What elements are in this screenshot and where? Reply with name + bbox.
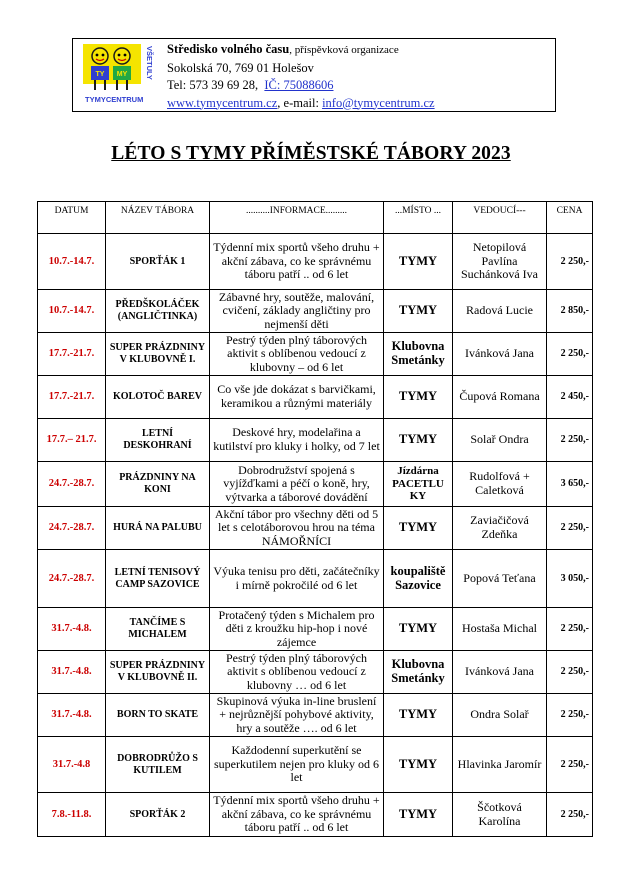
camp-info: Co vše jde dokázat s barvičkami, keramikou a různými materiály	[210, 376, 384, 419]
table-row	[38, 234, 593, 290]
table-row	[38, 608, 593, 651]
camp-price: 2 450,-	[547, 376, 593, 419]
web-link[interactable]: www.tymycentrum.cz	[167, 95, 278, 110]
camp-leader: Solař Ondra	[453, 419, 547, 462]
camp-date: 31.7.-4.8.	[38, 608, 106, 651]
header-leader: VEDOUCÍ---	[453, 202, 547, 234]
svg-text:TY: TY	[95, 71, 105, 78]
header-info: ..........INFORMACE.........	[210, 202, 384, 234]
camp-date: 24.7.-28.7.	[38, 550, 106, 608]
camp-place: Klubovna Smetánky	[384, 333, 453, 376]
camp-date: 10.7.-14.7.	[38, 234, 106, 290]
page-title: LÉTO S TYMY PŘÍMĚSTSKÉ TÁBORY 2023	[111, 143, 511, 164]
camp-place: TYMY	[384, 694, 453, 737]
camp-price: 2 250,-	[547, 608, 593, 651]
camp-place: TYMY	[384, 793, 453, 837]
camp-name: BORN TO SKATE	[106, 694, 210, 737]
camp-info: Pestrý týden plný táborových aktivit s oblíbenou vedoucí z klubovny – od 6 let	[210, 333, 384, 376]
header-box	[72, 38, 556, 112]
table-row	[38, 290, 593, 333]
camp-price: 2 850,-	[547, 290, 593, 333]
camp-info: Týdenní mix sportů všeho druhu + akční zábava, co ke správnému táboru patří .. od 6 let	[210, 793, 384, 837]
svg-text:TYMYCENTRUM: TYMYCENTRUM	[85, 95, 144, 104]
camp-place: TYMY	[384, 376, 453, 419]
camp-info: Akční tábor pro všechny děti od 5 let s celotáborovou hrou na téma NÁMOŘNÍCI	[210, 507, 384, 550]
camp-info: Protačený týden s Michalem pro děti z kroužku hip-hop i nové zájemce	[210, 608, 384, 651]
camp-date: 24.7.-28.7.	[38, 462, 106, 507]
camp-place: TYMY	[384, 234, 453, 290]
camp-info: Deskové hry, modelařina a kutilství pro kluky i holky, od 7 let	[210, 419, 384, 462]
camp-info: Zábavné hry, soutěže, malování, cvičení, základy angličtiny pro nejmenší děti	[210, 290, 384, 333]
camp-leader: Popová Teťana	[453, 550, 547, 608]
table-row	[38, 550, 593, 608]
camp-name: SPORŤÁK 2	[106, 793, 210, 837]
svg-text:MY: MY	[116, 71, 128, 78]
camp-leader: Hlavinka Jaromír	[453, 737, 547, 793]
header-place: ...MÍSTO ...	[384, 202, 453, 234]
email-label: , e-mail:	[277, 95, 319, 110]
camp-price: 2 250,-	[547, 507, 593, 550]
header-price: CENA	[547, 202, 593, 234]
table-row	[38, 651, 593, 694]
camp-name: PŘEDŠKOLÁČEK (ANGLIČTINKA)	[106, 290, 210, 333]
camp-info: Dobrodružství spojená s vyjížďkami a péčí o koně, hry, výtvarka a táborové dovádění	[210, 462, 384, 507]
table-header-row	[38, 202, 593, 234]
camp-date: 31.7.-4.8	[38, 737, 106, 793]
camp-name: DOBRODRŮŽO S KUTILEM	[106, 737, 210, 793]
camp-price: 2 250,-	[547, 737, 593, 793]
camp-price: 2 250,-	[547, 793, 593, 837]
camp-date: 10.7.-14.7.	[38, 290, 106, 333]
header-camp-name: NÁZEV TÁBORA	[106, 202, 210, 234]
camp-leader: Ščotková Karolína	[453, 793, 547, 837]
camp-date: 17.7.-21.7.	[38, 333, 106, 376]
table-row	[38, 462, 593, 507]
table-row	[38, 376, 593, 419]
table-row	[38, 793, 593, 837]
table-row	[38, 333, 593, 376]
tymycentrum-logo	[81, 42, 153, 108]
camp-leader: Radová Lucie	[453, 290, 547, 333]
camp-price: 3 650,-	[547, 462, 593, 507]
camp-name: KOLOTOČ BAREV	[106, 376, 210, 419]
camp-date: 31.7.-4.8.	[38, 694, 106, 737]
table-row	[38, 737, 593, 793]
camp-name: PRÁZDNINY NA KONI	[106, 462, 210, 507]
camp-date: 31.7.-4.8.	[38, 651, 106, 694]
camp-price: 3 050,-	[547, 550, 593, 608]
camp-name: LETNÍ DESKOHRANÍ	[106, 419, 210, 462]
camp-leader: Čupová Romana	[453, 376, 547, 419]
camp-name: TANČÍME S MICHALEM	[106, 608, 210, 651]
camp-place: koupaliště Sazovice	[384, 550, 453, 608]
camp-place: Jízdárna PACETLU KY	[384, 462, 453, 507]
camp-place: TYMY	[384, 608, 453, 651]
org-address: Sokolská 70, 769 01 Holešov	[167, 60, 314, 75]
org-type: , příspěvková organizace	[289, 44, 399, 56]
header-date: DATUM	[38, 202, 106, 234]
org-name: Středisko volného času	[167, 42, 290, 56]
camp-date: 17.7.-21.7.	[38, 376, 106, 419]
camp-place: TYMY	[384, 737, 453, 793]
camp-date: 7.8.-11.8.	[38, 793, 106, 837]
camp-place: TYMY	[384, 507, 453, 550]
camp-leader: Zaviačičová Zdeňka	[453, 507, 547, 550]
camp-price: 2 250,-	[547, 234, 593, 290]
camp-place: Klubovna Smetánky	[384, 651, 453, 694]
camp-name: LETNÍ TENISOVÝ CAMP SAZOVICE	[106, 550, 210, 608]
camp-info: Skupinová výuka in-line bruslení + nejrůznější pohybové aktivity, hry a soutěže …. od 6 let	[210, 694, 384, 737]
camp-place: TYMY	[384, 419, 453, 462]
svg-text:VŠETULY: VŠETULY	[145, 46, 154, 80]
camp-leader: Hostaša Michal	[453, 608, 547, 651]
table-row	[38, 507, 593, 550]
org-phone: Tel: 573 39 69 28,	[167, 78, 259, 92]
camp-price: 2 250,-	[547, 651, 593, 694]
table-row	[38, 419, 593, 462]
camp-date: 24.7.-28.7.	[38, 507, 106, 550]
camp-leader: Ivánková Jana	[453, 333, 547, 376]
camp-leader: Rudolfová + Caletková	[453, 462, 547, 507]
table-row	[38, 694, 593, 737]
organization-info	[167, 41, 435, 112]
camp-info: Výuka tenisu pro děti, začátečníky i mírně pokročilé od 6 let	[210, 550, 384, 608]
camp-info: Týdenní mix sportů všeho druhu + akční zábava, co ke správnému táboru patří .. od 6 let	[210, 234, 384, 290]
camp-info: Každodenní superkutění se superkutilem nejen pro kluky od 6 let	[210, 737, 384, 793]
camp-price: 2 250,-	[547, 694, 593, 737]
camp-name: SPORŤÁK 1	[106, 234, 210, 290]
ico-link[interactable]: IČ: 75088606	[264, 78, 334, 92]
camp-info: Pestrý týden plný táborových aktivit s oblíbenou vedoucí z klubovny … od 6 let	[210, 651, 384, 694]
camp-date: 17.7.– 21.7.	[38, 419, 106, 462]
camp-place: TYMY	[384, 290, 453, 333]
camp-name: SUPER PRÁZDNINY V KLUBOVNĚ I.	[106, 333, 210, 376]
camp-name: SUPER PRÁZDNINY V KLUBOVNĚ II.	[106, 651, 210, 694]
camp-leader: Ivánková Jana	[453, 651, 547, 694]
camp-price: 2 250,-	[547, 419, 593, 462]
camps-table	[37, 201, 593, 837]
email-link[interactable]: info@tymycentrum.cz	[322, 95, 435, 110]
camp-leader: Ondra Solař	[453, 694, 547, 737]
camp-name: HURÁ NA PALUBU	[106, 507, 210, 550]
camp-leader: Netopilová Pavlína Suchánková Iva	[453, 234, 547, 290]
camp-price: 2 250,-	[547, 333, 593, 376]
